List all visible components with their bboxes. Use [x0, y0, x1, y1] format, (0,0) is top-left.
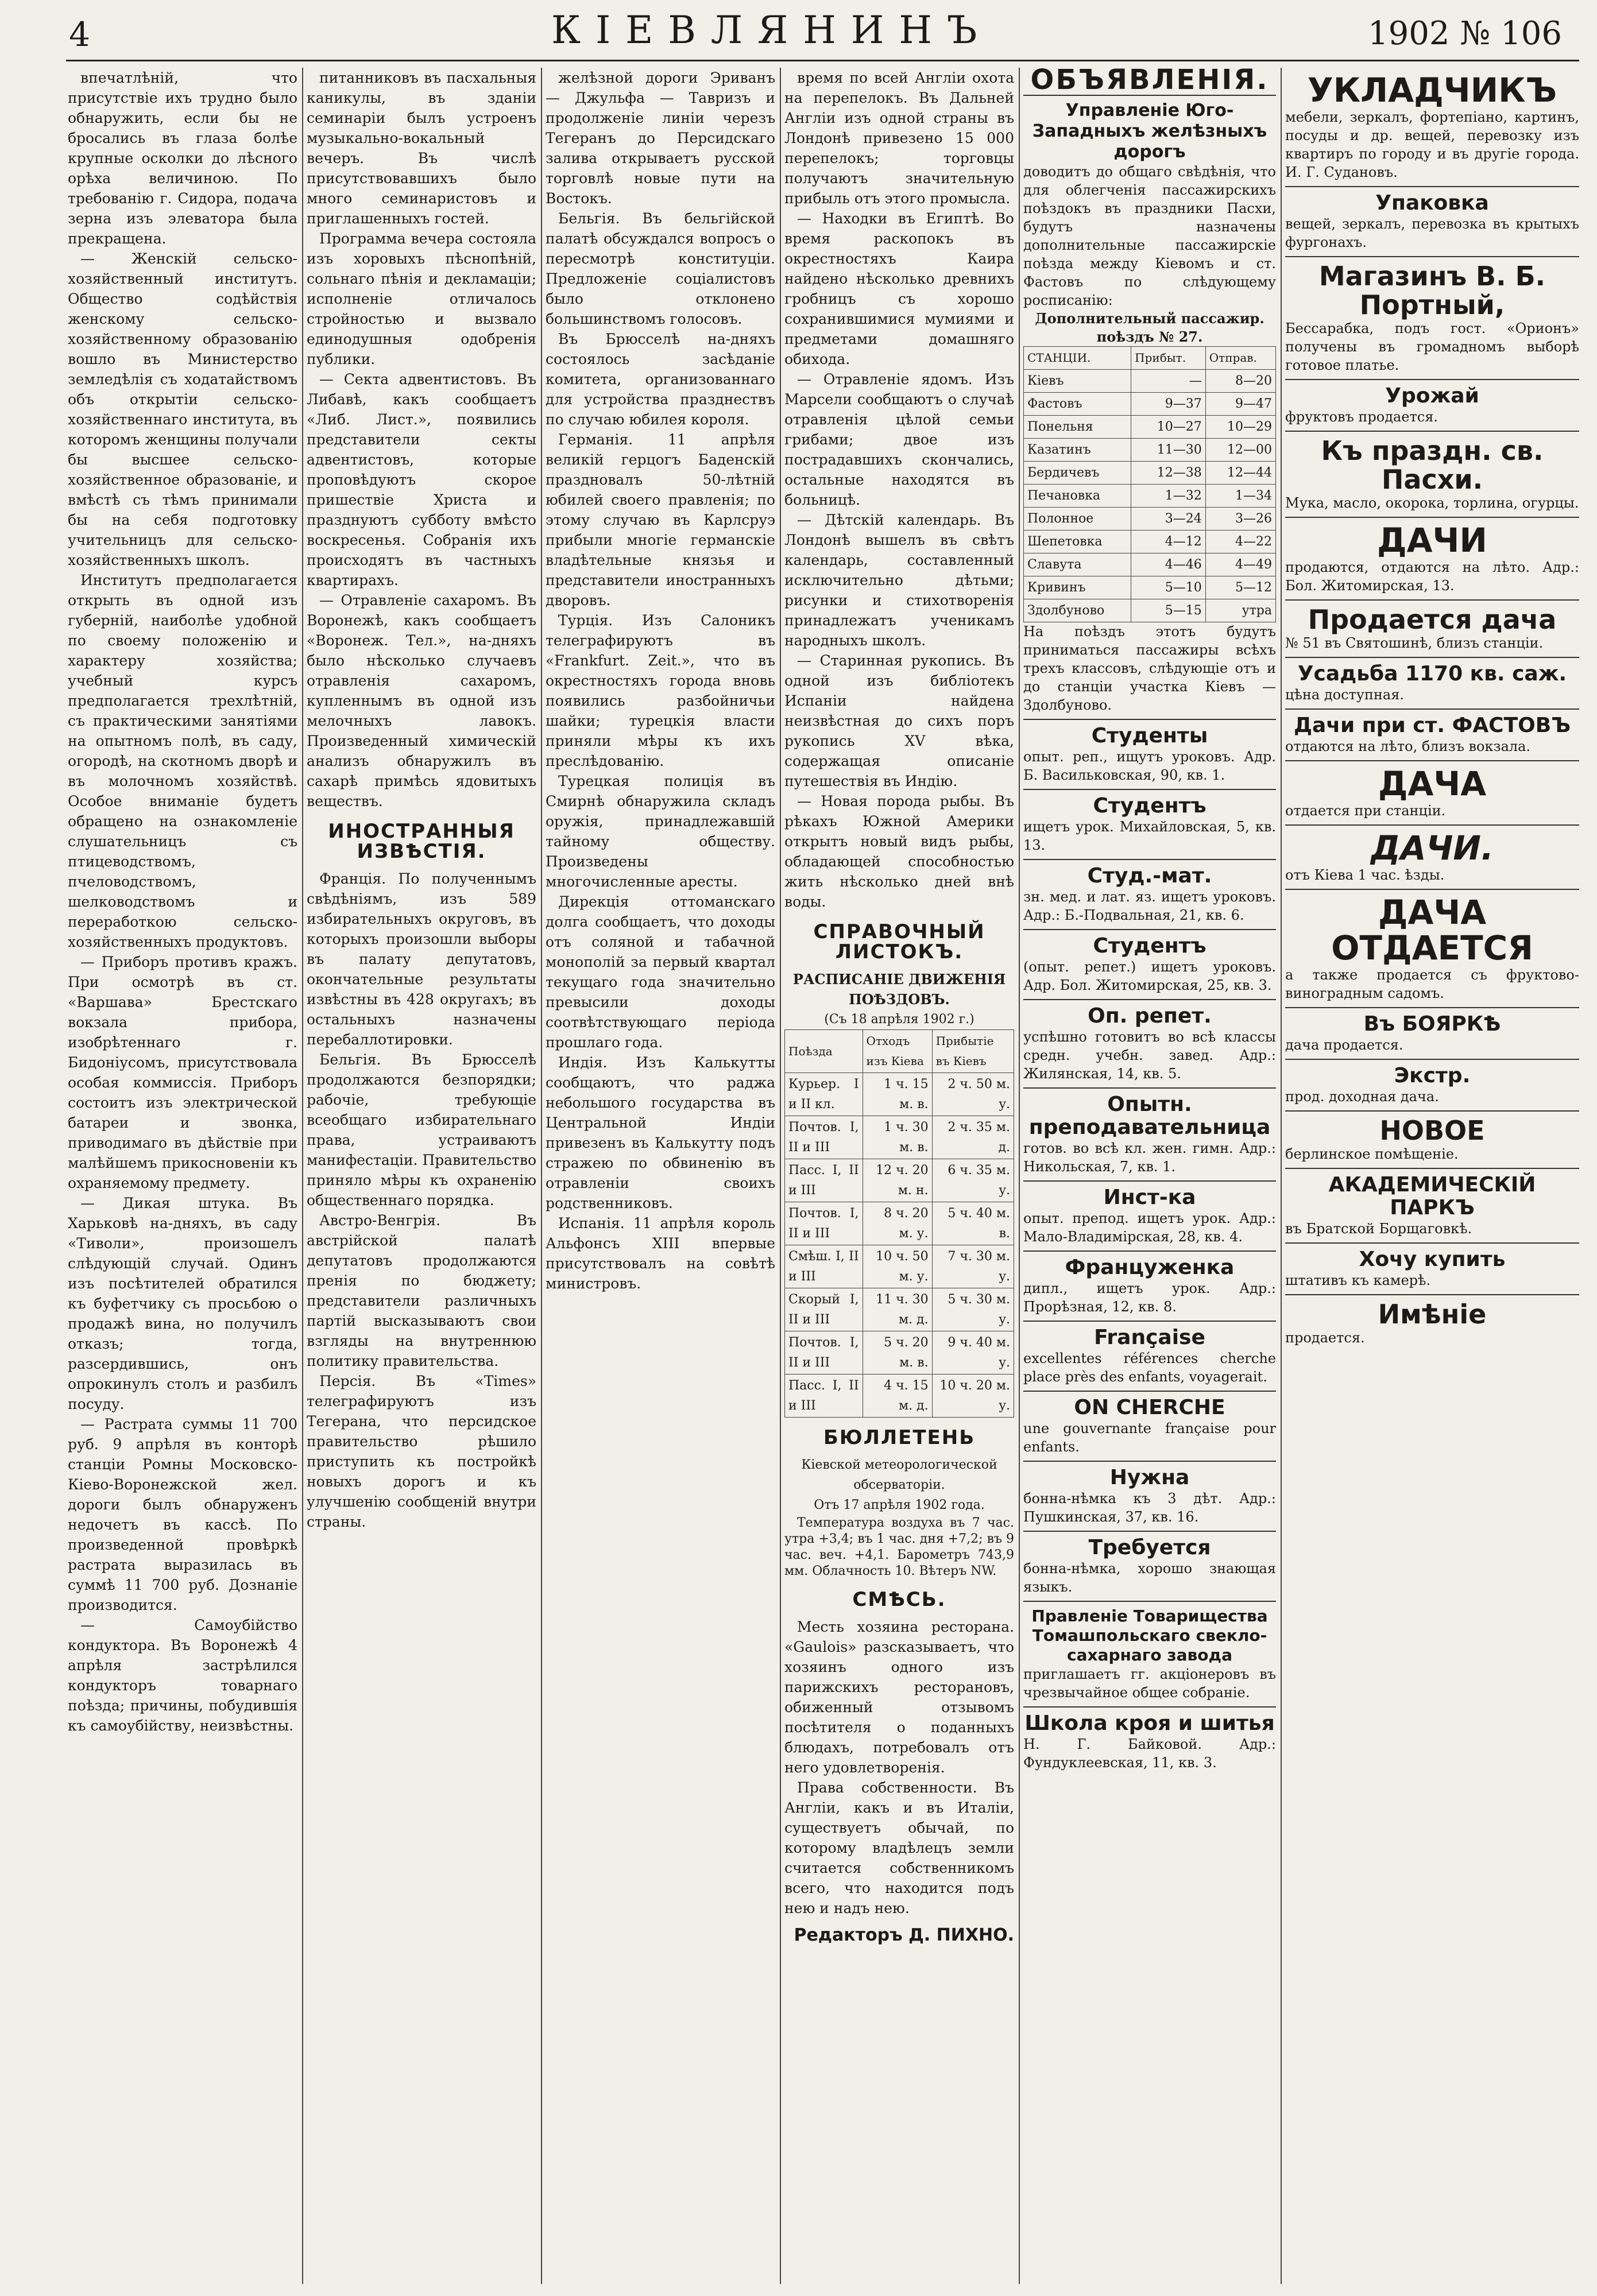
column-divider: [780, 68, 781, 2284]
ad-title: Урожай: [1385, 384, 1479, 408]
ad-text: штативъ къ камерѣ.: [1285, 1272, 1431, 1288]
ad-title: ДАЧИ.: [1371, 828, 1494, 868]
classified-ad: [1285, 379, 1579, 431]
arrival-time: 5—15: [1131, 599, 1206, 622]
train-name: Курьер. I и II кл.: [785, 1073, 863, 1116]
arrival-time: —: [1131, 370, 1206, 393]
arrival-time: 5 ч. 40 м. в.: [932, 1202, 1014, 1245]
classified-ad: [1285, 1168, 1579, 1242]
timetable-header: Поѣзда: [785, 1030, 863, 1073]
classified-ad: [1285, 760, 1579, 824]
classified-ad: [1023, 789, 1276, 859]
classified-ad: [1285, 1110, 1579, 1168]
table-row: [1024, 393, 1276, 416]
arrival-time: 1—32: [1131, 485, 1206, 508]
arrival-time: 7 ч. 30 м. у.: [932, 1245, 1014, 1288]
article-paragraph: — Секта адвентистовъ. Въ Либавѣ, какъ сообщаетъ «Либ. Лист.», появились представители секты адвентистовъ, которые проповѣдуютъ скорое пришествіе Христа и празднуютъ субботу вмѣсто воскресенья. Собранія ихъ происходятъ въ частныхъ квартирахъ.: [307, 371, 536, 588]
classified-ad: [1285, 517, 1579, 599]
station-name: Кривинъ: [1024, 576, 1131, 599]
train-name: Почтов. I, II и III: [785, 1116, 863, 1159]
classified-ad: [1023, 1250, 1276, 1321]
article-paragraph: впечатлѣній, что присутствіе ихъ трудно было обнаружить, если бы не бросались въ глаза болѣе крупные осколки до лѣсного орѣха величиною. По требованію г. Сидора, подача зерна изъ элеватора была прекращена.: [68, 69, 297, 247]
departure-time: 9—47: [1205, 393, 1275, 416]
table-row: [785, 1073, 1014, 1116]
classified-ad: [1023, 1391, 1276, 1461]
classified-ad: [1285, 657, 1579, 708]
article-paragraph: — Самоубійство кондуктора. Въ Воронежѣ 4 апрѣля застрѣлился кондукторъ товарнаго поѣзда; причины, побудившія къ самоубійству, неизвѣстны.: [68, 1617, 297, 1734]
ad-text: а также продается съ фруктово-виноградным садомъ.: [1285, 967, 1579, 1001]
section-heading: СМѢСЬ.: [852, 1588, 946, 1611]
classified-ad: [1023, 1601, 1276, 1706]
ad-title: Имѣніе: [1378, 1299, 1487, 1330]
station-name: Печановка: [1024, 485, 1131, 508]
table-row: [785, 1374, 1014, 1418]
ad-text: готов. во всѣ кл. жен. гимн. Адр.: Никольская, 7, кв. 1.: [1023, 1140, 1276, 1175]
ad-title: Упаковка: [1375, 191, 1489, 215]
arrival-time: 9—37: [1131, 393, 1206, 416]
classified-ad: [1285, 1007, 1579, 1059]
page-number: 4: [69, 15, 90, 54]
ad-title: УКЛАДЧИКЪ: [1307, 71, 1557, 110]
article-paragraph: — Дикая штука. Въ Харьковѣ на-дняхъ, въ саду «Тиволи», произошелъ слѣдующій случай. Одинъ изъ посѣтителей обратился къ буфетчику съ просьбою о продажѣ вина, но получилъ отказъ; тогда, разсердившись, онъ опрокинулъ столъ и разбилъ посуду.: [68, 1195, 297, 1412]
arrival-time: 5 ч. 30 м. у.: [932, 1288, 1014, 1331]
article-paragraph: Франція. По полученнымъ свѣдѣніямъ, изъ 589 избирательныхъ округовъ, въ которыхъ произошли выборы въ палату депутатовъ, окончательные результаты извѣстны въ 428 округахъ; въ остальныхъ назначены перебаллотировки.: [307, 870, 536, 1048]
ad-title: Правленіе Товарищества Томашпольскаго свекло-сахарнаго завода: [1031, 1606, 1268, 1664]
article-paragraph: время по всей Англіи охота на перепелокъ. Въ Дальней Англіи изъ одной страны въ Лондонѣ привезено 15 000 перепелокъ; торговцы получаютъ значительную прибыль отъ этого промысла.: [784, 69, 1014, 207]
station-name: Казатинъ: [1024, 439, 1131, 462]
bulletin-text: Температура воздуха въ 7 час. утра +3,4; въ 1 час. дня +7,2; въ 9 час. веч. +4,1. Барометръ 743,9 мм. Облачность 10. Вѣтеръ NW.: [784, 1516, 1014, 1578]
timetable-header: Прибыт.: [1131, 347, 1206, 370]
ad-text: прод. доходная дача.: [1285, 1089, 1439, 1105]
departure-time: 3—26: [1205, 508, 1275, 531]
train-timetable: [784, 1029, 1014, 1418]
classified-ad: [1023, 719, 1276, 789]
ad-text: продается.: [1285, 1330, 1365, 1346]
train-name: Пасс. I, II и III: [785, 1159, 863, 1202]
ad-text: вещей, зеркалъ, перевозка въ крытыхъ фургонахъ.: [1285, 216, 1579, 250]
ad-text: дача продается.: [1285, 1037, 1403, 1053]
article-paragraph: питанниковъ въ пасхальныя каникулы, въ зданіи семинаріи былъ устроенъ музыкально-вокальный вечеръ. Въ числѣ присутствовавшихъ было много семинаристовъ и приглашенныхъ гостей.: [307, 69, 536, 227]
ad-title: Дачи при ст. ФАСТОВЪ: [1293, 714, 1571, 737]
ad-text: фруктовъ продается.: [1285, 409, 1438, 425]
timetable-header: Прибытіе въ Кіевъ: [932, 1030, 1014, 1073]
station-name: Славута: [1024, 553, 1131, 576]
classified-ad: [1285, 824, 1579, 889]
classified-ad: [1023, 999, 1276, 1087]
ad-title: Студентъ: [1093, 934, 1207, 958]
timetable-header: Отходъ изъ Кіева: [863, 1030, 932, 1073]
departure-time: 8—20: [1205, 370, 1275, 393]
column-1: [68, 68, 297, 2284]
classified-ad: [1285, 599, 1579, 657]
table-row: [785, 1202, 1014, 1245]
timetable-header: Отправ.: [1205, 347, 1275, 370]
table-row: [1024, 576, 1276, 599]
ad-title: Магазинъ В. Б. Портный,: [1318, 261, 1546, 320]
article-paragraph: Институтъ предполагается открыть въ одной изъ губерній, наиболѣе удобной по своему положенію и характеру хозяйства; учебный курсъ предполагается трехлѣтній, съ практическими занятіями на опытномъ полѣ, въ саду, огородѣ, на скотномъ дворѣ и въ молочномъ хозяйствѣ. Особое вниманіе будетъ обращено на ознакомленіе слушательницъ съ птицеводствомъ, пчеловодствомъ, шелководствомъ и переработкою сельско-хозяйственныхъ продуктовъ.: [68, 572, 297, 950]
ad-text: мебели, зеркалъ, фортепіано, картинъ, посуды и др. вещей, перевозку изъ квартиръ по городу и въ другіе города. И. Г. Судановъ.: [1285, 109, 1579, 180]
ad-text: На поѣздъ этотъ будутъ приниматься пассажиры всѣхъ трехъ классовъ, слѣдующіе отъ и до станціи участка Кіевъ — Здолбуново.: [1023, 624, 1276, 713]
table-row: [785, 1245, 1014, 1288]
article-paragraph: Испанія. 11 апрѣля король Альфонсъ XIII впервые присутствовалъ на совѣтѣ министровъ.: [546, 1215, 775, 1292]
column-2: [307, 68, 536, 2284]
ad-title: Оп. репет.: [1088, 1004, 1212, 1028]
ad-text: успѣшно готовитъ во всѣ классы средн. учебн. завед. Адр.: Жилянская, 14, кв. 5.: [1023, 1029, 1276, 1082]
ad-title: Усадьба 1170 кв. саж.: [1297, 662, 1567, 686]
article-paragraph: Программа вечера состояла изъ хоровыхъ пѣснопѣній, сольнаго пѣнія и декламаціи; исполненіе отличалось стройностью и вызвало единодушныя одобренія публики.: [307, 230, 536, 367]
ad-title: Продается дача: [1308, 604, 1557, 635]
ad-text: une gouvernante française pour enfants.: [1023, 1420, 1276, 1455]
classified-ad: [1023, 1087, 1276, 1180]
ad-text: бонна-нѣмка къ 3 дѣт. Адр.: Пушкинская, 37, кв. 16.: [1023, 1490, 1276, 1525]
article-paragraph: — Женскій сельско-хозяйственный институтъ. Общество содѣйствія женскому сельско-хозяйственному образованію вошло въ Министерство земледѣлія съ ходатайствомъ объ открытіи сельско-хозяйственнаго института, въ которомъ женщины получали бы высшее сельско-хозяйственное образованіе, и вмѣстѣ съ тѣмъ принимали бы на себя подготовку учительницъ для сельско-хозяйственныхъ школъ.: [68, 250, 297, 568]
column-5: [1023, 68, 1276, 2284]
classified-ad: [1285, 431, 1579, 517]
ad-text: берлинское помѣщеніе.: [1285, 1146, 1459, 1162]
classified-ad: [1285, 1294, 1579, 1352]
ad-text: опыт. препод. ищетъ урок. Адр.: Мало-Владимірская, 28, кв. 4.: [1023, 1210, 1276, 1245]
departure-time: 4 ч. 15 м. д.: [863, 1374, 932, 1418]
classified-ad: [1285, 708, 1579, 760]
article-paragraph: Дирекція оттоманскаго долга сообщаетъ, что доходы отъ соляной и табачной монополій за первый квартал текущаго года значительно превысили доходы соотвѣтствующаго періода прошлаго года.: [546, 893, 775, 1051]
arrival-time: 4—46: [1131, 553, 1206, 576]
classified-ad: [1023, 1706, 1276, 1776]
article-paragraph: — Дѣтскій календарь. Въ Лондонѣ вышелъ въ свѣтъ календарь, составленный исключительно дѣтьми; рисунки и стихотворенія принадлежатъ ученикамъ народныхъ школъ.: [784, 512, 1014, 649]
classified-ad: [1023, 1321, 1276, 1391]
station-name: Шепетовка: [1024, 531, 1131, 553]
ad-text: отдаются на лѣто, близъ вокзала.: [1285, 738, 1531, 754]
ad-text: доводитъ до общаго свѣдѣнія, что для облегченія пассажирскихъ поѣздокъ въ праздники Пасхи, будутъ назначены дополнительные пассажирскіе поѣзда между Кіевомъ и ст. Фастовъ по слѣдующему росписанію:: [1023, 164, 1276, 308]
classified-ad: [1285, 186, 1579, 256]
ad-title: Студентъ: [1093, 794, 1207, 818]
train-name: Скорый I, II и III: [785, 1288, 863, 1331]
ad-text: Н. Г. Байковой. Адр.: Фундуклеевская, 11, кв. 3.: [1023, 1736, 1276, 1771]
article-paragraph: — Отравленіе сахаромъ. Въ Воронежѣ, какъ сообщаетъ «Воронеж. Тел.», на-дняхъ было нѣсколько случаевъ отравленія сахаромъ, купленнымъ въ одной изъ мелочныхъ лавокъ. Произведенный химическій анализъ обнаружилъ въ сахарѣ примѣсь ядовитыхъ веществъ.: [307, 592, 536, 810]
classified-ad: [1285, 1059, 1579, 1110]
station-timetable: [1023, 346, 1276, 622]
arrival-time: 6 ч. 35 м. у.: [932, 1159, 1014, 1202]
classified-ad: [1023, 1531, 1276, 1601]
departure-time: 10—29: [1205, 416, 1275, 439]
station-name: Понельня: [1024, 416, 1131, 439]
timetable-date: (Съ 18 апрѣля 1902 г.): [824, 1012, 975, 1027]
table-row: [785, 1331, 1014, 1374]
classified-ad: [1023, 1461, 1276, 1531]
arrival-time: 12—38: [1131, 462, 1206, 485]
table-row: [785, 1116, 1014, 1159]
ad-title: Въ БОЯРКѢ: [1363, 1012, 1501, 1036]
ad-title: Хочу купить: [1359, 1248, 1506, 1271]
departure-time: 12—00: [1205, 439, 1275, 462]
section-heading: СПРАВОЧНЫЙ ЛИСТОКЪ.: [813, 920, 985, 963]
arrival-time: 11—30: [1131, 439, 1206, 462]
ad-title: Француженка: [1065, 1256, 1235, 1279]
article-paragraph: — Отравленіе ядомъ. Изъ Марсели сообщаютъ о случаѣ отравленія цѣлой семьи грибами; двое изъ пострадавшихъ скончались, остальные находятся въ больницѣ.: [784, 371, 1014, 508]
bulletin-date: Отъ 17 апрѣля 1902 года.: [814, 1498, 985, 1512]
ad-title: Française: [1094, 1326, 1205, 1349]
arrival-time: 9 ч. 40 м. у.: [932, 1331, 1014, 1374]
station-name: Бердичевъ: [1024, 462, 1131, 485]
ad-text: отъ Кіева 1 час. ѣзды.: [1285, 867, 1445, 883]
departure-time: 5—12: [1205, 576, 1275, 599]
station-name: Здолбуново: [1024, 599, 1131, 622]
classified-ad: [1285, 1242, 1579, 1294]
arrival-time: 2 ч. 35 м. д.: [932, 1116, 1014, 1159]
ad-title: Инст-ка: [1103, 1186, 1196, 1209]
article-paragraph: Персія. Въ «Times» телеграфируютъ изъ Тегерана, что персидское правительство рѣшило приступить къ постройкѣ новыхъ дорогъ и къ улучшенію сообщеній внутри страны.: [307, 1373, 536, 1530]
article-paragraph: Турецкая полиція въ Смирнѣ обнаружила складъ оружія, принадлежавшій тайному обществу. Произведены многочисленные аресты.: [546, 773, 775, 890]
departure-time: утра: [1205, 599, 1275, 622]
ad-title: ДАЧИ: [1377, 521, 1487, 560]
table-row: [1024, 439, 1276, 462]
column-divider: [302, 68, 303, 2284]
ad-title: Нужна: [1109, 1466, 1190, 1489]
article-paragraph: Индія. Изъ Калькутты сообщаютъ, что раджа небольшого государства въ Центральной Индіи привезенъ въ Калькутту подъ стражею по обвиненію въ отравленіи своихъ родственниковъ.: [546, 1054, 775, 1211]
ad-title: ДАЧА ОТДАЕТСЯ: [1331, 893, 1533, 967]
station-name: Фастовъ: [1024, 393, 1131, 416]
arrival-time: 2 ч. 50 м. у.: [932, 1073, 1014, 1116]
bulletin-heading: БЮЛЛЕТЕНЬ: [823, 1426, 976, 1449]
article-paragraph: — Приборъ противъ кражъ. При осмотрѣ въ ст. «Варшава» Брестскаго вокзала прибора, изобрѣтеннаго г. Бидоніусомъ, присутствовала особая коммиссія. Приборъ состоитъ изъ электрической батареи и звонка, приводимаго въ дѣйствіе при малѣйшемъ прикосновеніи къ охраняемому предмету.: [68, 954, 297, 1191]
train-name: Почтов. I, II и III: [785, 1331, 863, 1374]
article-paragraph: желѣзной дороги Эриванъ — Джульфа — Тавризъ и продолженіе линіи черезъ Тегеранъ до Персидскаго залива открываетъ русской торговлѣ новые пути на Востокъ.: [546, 69, 775, 207]
article-paragraph: — Растрата суммы 11 700 руб. 9 апрѣля въ конторѣ станціи Ромны Московско-Кіево-Воронежской жел. дороги былъ обнаруженъ недочетъ въ кассѣ. По произведенной провѣркѣ растрата выразилась въ суммѣ 11 700 руб. Дознаніе производится.: [68, 1416, 297, 1613]
article-paragraph: — Старинная рукопись. Въ одной изъ библіотекъ Испаніи найдена неизвѣстная до сихъ поръ рукопись XV вѣка, содержащая описаніе путешествія въ Индію.: [784, 652, 1014, 789]
ad-title: ON CHERCHE: [1074, 1396, 1225, 1419]
departure-time: 12 ч. 20 м. н.: [863, 1159, 932, 1202]
ad-text: Мука, масло, окорока, торлина, огурцы.: [1285, 495, 1579, 511]
timetable-header: СТАНЦІИ.: [1024, 347, 1131, 370]
ad-text: дипл., ищетъ урок. Адр.: Прорѣзная, 12, кв. 8.: [1023, 1280, 1276, 1315]
table-row: [1024, 416, 1276, 439]
arrival-time: 4—12: [1131, 531, 1206, 553]
masthead: КІЕВЛЯНИНЪ: [551, 8, 992, 52]
ad-title: ДАЧА: [1378, 764, 1487, 803]
section-heading: ИНОСТРАННЫЯ ИЗВѢСТІЯ.: [328, 820, 515, 863]
article-paragraph: Турція. Изъ Салоникъ телеграфируютъ въ «Frankfurt. Zeit.», что въ окрестностяхъ города вновь появились разбойничьи шайки; турецкія власти приняли мѣры къ ихъ преслѣдованію.: [546, 612, 775, 769]
departure-time: 1—34: [1205, 485, 1275, 508]
departure-time: 10 ч. 50 м. у.: [863, 1245, 932, 1288]
ad-title: Студ.-мат.: [1087, 864, 1212, 888]
table-row: [785, 1288, 1014, 1331]
classified-ad: [1023, 929, 1276, 999]
station-name: Полонное: [1024, 508, 1131, 531]
table-row: [1024, 599, 1276, 622]
column-6: [1285, 68, 1579, 2284]
ad-text: отдается при станціи.: [1285, 803, 1446, 819]
classified-ad: [1023, 859, 1276, 929]
table-row: [1024, 553, 1276, 576]
ad-text: ищетъ урок. Михайловская, 5, кв. 13.: [1023, 819, 1276, 853]
article-paragraph: — Находки въ Египтѣ. Во время раскопокъ въ окрестностяхъ Каира найдено нѣсколько древнихъ гробницъ съ хорошо сохранившимися мумиями и предметами домашняго обихода.: [784, 210, 1014, 367]
ad-subtitle: Дополнительный пассажир. поѣздъ № 27.: [1035, 310, 1265, 345]
article-paragraph: Месть хозяина ресторана. «Gaulois» разсказываетъ, что хозяинъ одного изъ парижскихъ ресторановъ, обиженный отзывомъ посѣтителя о поданныхъ блюдахъ, потребовалъ отъ него удовлетворенія.: [784, 1619, 1014, 1776]
page-header: [69, 5, 1562, 73]
article-paragraph: Австро-Венгрія. Въ австрійской палатѣ депутатовъ продолжаются пренія по бюджету; представители различныхъ партій высказываютъ свои взгляды на внутреннюю политику правительства.: [307, 1212, 536, 1369]
article-paragraph: — Новая порода рыбы. Въ рѣкахъ Южной Америки открытъ новый видъ рыбы, обладающей способностью жить нѣсколько дней внѣ воды.: [784, 793, 1014, 910]
train-name: Почтов. I, II и III: [785, 1202, 863, 1245]
header-rule: [66, 60, 1579, 61]
article-paragraph: Германія. 11 апрѣля великій герцогъ Баденскій праздновалъ 50-лѣтній юбилей своего правленія; по этому случаю въ Карлсруэ прибыли многіе германскіе владѣтельные князья и представители иностранныхъ дворовъ.: [546, 431, 775, 609]
editor-signature: Редакторъ Д. ПИХНО.: [794, 1925, 1014, 1945]
table-row: [785, 1159, 1014, 1202]
arrival-time: 3—24: [1131, 508, 1206, 531]
departure-time: 12—44: [1205, 462, 1275, 485]
departure-time: 5 ч. 20 м. в.: [863, 1331, 932, 1374]
ad-text: приглашаетъ гг. акціонеровъ въ чрезвычайное общее собраніе.: [1023, 1666, 1276, 1701]
ad-text: опыт. реп., ищутъ уроковъ. Адр. Б. Васильковская, 90, кв. 1.: [1023, 749, 1276, 783]
ad-title: АКАДЕМИЧЕСКІЙ ПАРКЪ: [1328, 1173, 1536, 1219]
bulletin-subtitle: Кіевской метеорологической обсерваторіи.: [801, 1458, 997, 1492]
classified-ad: [1285, 889, 1579, 1007]
ad-title: Экстр.: [1394, 1064, 1471, 1087]
station-name: Кіевъ: [1024, 370, 1131, 393]
column-divider: [1281, 68, 1282, 2284]
article-paragraph: Права собственности. Въ Англіи, какъ и въ Италіи, существуетъ обычай, по которому владѣлецъ земли считается собственникомъ всего, что находится подъ нею и надъ нею.: [784, 1779, 1014, 1916]
ad-text: excellentes références cherche place près des enfants, voyagerait.: [1023, 1350, 1276, 1385]
classified-ad: [1023, 1180, 1276, 1250]
column-divider: [541, 68, 542, 2284]
departure-time: 1 ч. 15 м. в.: [863, 1073, 932, 1116]
train-name: Смѣш. I, II и III: [785, 1245, 863, 1288]
departure-time: 1 ч. 30 м. в.: [863, 1116, 932, 1159]
article-paragraph: Въ Брюсселѣ на-дняхъ состоялось засѣданіе комитета, организованнаго для устройства празднествъ по случаю юбилея короля.: [546, 331, 775, 428]
article-paragraph: Бельгія. Въ Брюсселѣ продолжаются безпорядки; рабочіе, требующіе всеобщаго избирательнаго права, устраиваютъ манифестаціи. Правительство приняло мѣры къ охраненію общественнаго порядка.: [307, 1051, 536, 1209]
ad-text: Бессарабка, подъ гост. «Орионъ» получены въ громадномъ выборѣ готовое платье.: [1285, 320, 1579, 373]
ad-text: зн. мед. и лат. яз. ищетъ уроковъ. Адр.: Б.-Подвальная, 21, кв. 6.: [1023, 889, 1276, 923]
column-4: [784, 68, 1014, 2284]
arrival-time: 5—10: [1131, 576, 1206, 599]
departure-time: 4—49: [1205, 553, 1275, 576]
ad-title: Опытн. преподавательница: [1028, 1093, 1271, 1139]
column-divider: [1019, 68, 1020, 2284]
ad-title: Управленіе Юго-Западныхъ желѣзныхъ дорогъ: [1032, 100, 1267, 162]
table-row: [1024, 508, 1276, 531]
table-row: [1024, 370, 1276, 393]
train-name: Пасс. I, II и III: [785, 1374, 863, 1418]
ad-text: № 51 въ Святошинѣ, близъ станціи.: [1285, 635, 1544, 651]
ad-title: Къ праздн. св. Пасхи.: [1321, 435, 1544, 495]
ad-text: бонна-нѣмка, хорошо знающая языкъ.: [1023, 1561, 1276, 1595]
arrival-time: 10 ч. 20 м. у.: [932, 1374, 1014, 1418]
ad-title: Студенты: [1091, 724, 1208, 748]
ad-title: Требуется: [1088, 1536, 1211, 1559]
ad-title: НОВОЕ: [1379, 1115, 1485, 1146]
departure-time: 11 ч. 30 м. д.: [863, 1288, 932, 1331]
issue-number: 1902 № 106: [1368, 15, 1562, 52]
classified-ad: [1285, 256, 1579, 379]
article-paragraph: Бельгія. Въ бельгійской палатѣ обсуждался вопросъ о пересмотрѣ конституціи. Предложеніе соціалистовъ было отклонено большинствомъ голосовъ.: [546, 210, 775, 327]
ads-heading: ОБЪЯВЛЕНІЯ.: [1030, 68, 1269, 96]
departure-time: 8 ч. 20 м. у.: [863, 1202, 932, 1245]
ad-text: (опыт. репет.) ищетъ уроковъ. Адр. Бол. Житомирская, 25, кв. 3.: [1023, 959, 1276, 993]
classified-ad: [1285, 68, 1579, 186]
arrival-time: 10—27: [1131, 416, 1206, 439]
column-3: [546, 68, 775, 2284]
timetable-title: РАСПИСАНІЕ ДВИЖЕНІЯ ПОѢЗДОВЪ.: [792, 971, 1006, 1008]
table-row: [1024, 485, 1276, 508]
table-row: [1024, 531, 1276, 553]
ad-text: цѣна доступная.: [1285, 687, 1404, 703]
ad-text: въ Братской Борщаговкѣ.: [1285, 1221, 1472, 1237]
departure-time: 4—22: [1205, 531, 1275, 553]
ad-text: продаются, отдаются на лѣто. Адр.: Бол. Житомирская, 13.: [1285, 559, 1579, 594]
ad-title: Школа кроя и шитья: [1024, 1712, 1275, 1735]
railway-ad: [1023, 95, 1276, 719]
table-row: [1024, 462, 1276, 485]
